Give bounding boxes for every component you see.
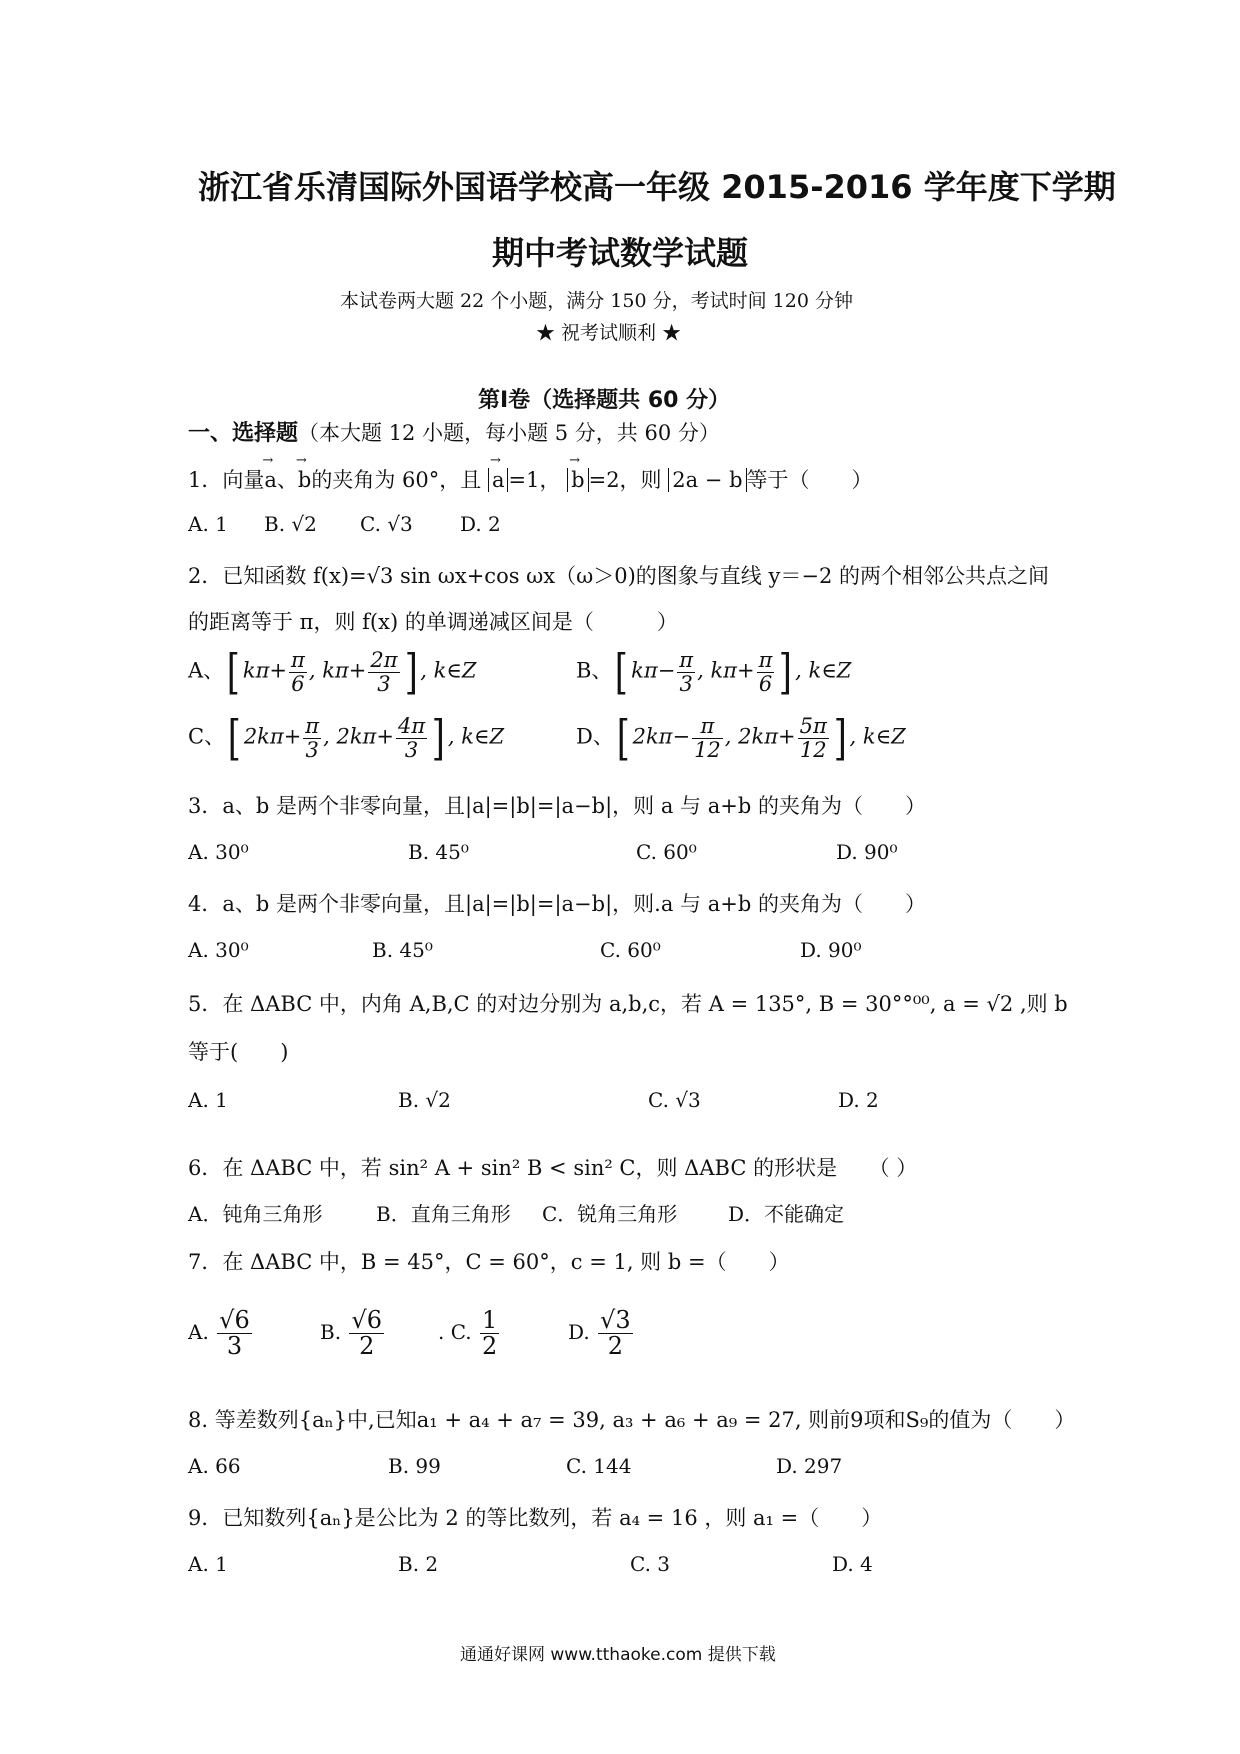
question-4: 4．a、b 是两个非零向量，且|a|=|b|=|a−b|，则.a 与 a+b 的夹角为（ ） xyxy=(188,892,926,916)
q7-d-den: 2 xyxy=(607,1332,623,1361)
q9-option-b: B. 2 xyxy=(398,1552,439,1576)
q2-option-a xyxy=(188,644,477,700)
q1-vector-a: → a xyxy=(264,468,277,492)
q3-option-b: B. 45⁰ xyxy=(408,840,469,864)
q2-a-rbracket: ] xyxy=(404,644,418,700)
q2-d-num-1: π xyxy=(692,715,723,738)
q6-option-d: D．不能确定 xyxy=(728,1202,845,1226)
q7-d-label: D. xyxy=(568,1320,590,1345)
q7-d-num: √3 xyxy=(600,1306,631,1334)
q2-option-b xyxy=(576,644,852,700)
q2-b-den-2: 6 xyxy=(758,671,773,696)
q8-option-d: D. 297 xyxy=(776,1454,843,1478)
q1-text-a: 向量 xyxy=(222,468,265,492)
q2-b-mid: , kπ+ xyxy=(697,658,755,683)
section-heading xyxy=(188,416,720,447)
q1-abs-a-var: → a xyxy=(492,468,505,492)
q2-b-rbracket: ] xyxy=(779,644,793,700)
question-1 xyxy=(188,464,873,494)
q1-abs-expr: 2a − b xyxy=(668,468,746,492)
q8-option-b: B. 99 xyxy=(388,1454,441,1478)
q2-a-mid: , kπ+ xyxy=(308,658,367,683)
q5-option-b: B. √2 xyxy=(398,1088,451,1112)
q2-b-frac-2 xyxy=(757,649,775,694)
q7-a-den: 3 xyxy=(226,1332,243,1361)
q2-c-frac-2 xyxy=(396,715,427,760)
q7-option-b xyxy=(320,1308,386,1359)
q5-line-1: 5．在 ΔABC 中，内角 A,B,C 的对边分别为 a,b,c，若 A = 135°, B = 30°°⁰⁰, a = √2 ,则 b xyxy=(188,992,1068,1016)
q1-sep: 、 xyxy=(276,468,298,492)
q2-d-mid: , 2kπ+ xyxy=(724,724,796,749)
q9-option-c: C. 3 xyxy=(630,1552,671,1576)
q8-option-a: A. 66 xyxy=(188,1454,241,1478)
q1-option-a: A. 1 xyxy=(188,512,228,536)
footer-credit: 通通好课网 www.tthaoke.com 提供下载 xyxy=(460,1645,776,1665)
q2-c-num-1: π xyxy=(305,714,320,739)
q2-b-frac-1 xyxy=(677,649,695,694)
q2-c-num-2: 4π xyxy=(397,714,426,739)
q5-option-c: C. √3 xyxy=(648,1088,701,1112)
q9-option-d: D. 4 xyxy=(832,1552,873,1576)
q2-a-label: A、 xyxy=(188,658,225,683)
q2-d-frac-2 xyxy=(798,715,829,760)
q6-option-a: A．钝角三角形 xyxy=(188,1202,323,1226)
q2-a-den-2: 3 xyxy=(377,671,391,696)
q2-c-rbracket: ] xyxy=(431,710,446,766)
q2-line-1: 2．已知函数 f(x)=√3 sin ωx+cos ωx（ω＞0)的图象与直线 y＝−2 的两个相邻公共点之间 xyxy=(188,564,1049,588)
q2-d-rbracket: ] xyxy=(833,710,847,766)
exam-wish: ★ 祝考试顺利 ★ xyxy=(536,322,682,344)
q2-c-mid: , 2kπ+ xyxy=(323,724,394,749)
q3-option-d: D. 90⁰ xyxy=(836,840,898,864)
q1-number: 1． xyxy=(188,468,223,492)
q2-c-den-1: 3 xyxy=(305,737,319,762)
q4-option-d: D. 90⁰ xyxy=(800,938,862,962)
question-6: 6．在 ΔABC 中，若 sin² A + sin² B < sin² C，则 ΔABC 的形状是 （ ） xyxy=(188,1156,918,1180)
q8-option-c: C. 144 xyxy=(566,1454,632,1478)
q7-a-frac xyxy=(217,1308,252,1359)
q7-b-num: √6 xyxy=(351,1306,382,1334)
q2-b-num-2: π xyxy=(758,648,773,673)
q7-b-frac xyxy=(349,1308,384,1359)
q5-line-2: 等于( ) xyxy=(188,1040,289,1064)
title-line-2: 期中考试数学试题 xyxy=(492,234,749,272)
q2-c-left: 2kπ+ xyxy=(243,724,302,749)
q9-option-a: A. 1 xyxy=(188,1552,228,1576)
q2-a-frac-1 xyxy=(289,649,307,694)
q2-d-frac-1 xyxy=(692,715,723,760)
q2-b-left: kπ− xyxy=(631,658,676,683)
q1-option-b: B. √2 xyxy=(264,512,317,536)
q2-b-right: , k∈Z xyxy=(795,658,852,683)
q4-option-b: B. 45⁰ xyxy=(372,938,433,962)
q1-abs-b xyxy=(567,468,588,492)
q2-b-den-1: 3 xyxy=(679,671,693,696)
q7-c-frac xyxy=(480,1308,499,1359)
q2-d-num-2: 5π xyxy=(799,714,827,739)
q6-option-c: C．锐角三角形 xyxy=(542,1202,678,1226)
q2-c-den-2: 3 xyxy=(404,737,419,762)
q2-a-num-1: π xyxy=(291,648,305,673)
q1-vector-b: → b xyxy=(298,468,311,492)
q2-b-num-1: π xyxy=(679,648,694,673)
q1-cond-2: =2，则 xyxy=(588,468,662,492)
q4-option-c: C. 60⁰ xyxy=(600,938,661,962)
part-title: 第Ⅰ卷（选择题共 60 分） xyxy=(478,388,731,413)
q2-c-lbracket: [ xyxy=(227,710,242,766)
q7-a-num: √6 xyxy=(219,1306,250,1334)
q2-d-label: D、 xyxy=(576,724,614,749)
q2-a-num-2: 2π xyxy=(370,648,398,673)
q2-d-left: 2kπ− xyxy=(632,724,691,749)
q7-c-den: 2 xyxy=(482,1332,498,1361)
q1-option-c: C. √3 xyxy=(360,512,413,536)
question-8: 8. 等差数列{aₙ}中,已知a₁ + a₄ + a₇ = 39, a₃ + a₆ + a₉ = 27, 则前9项和S₉的值为（ ） xyxy=(188,1408,1076,1432)
question-3: 3．a、b 是两个非零向量，且|a|=|b|=|a−b|，则 a 与 a+b 的夹角为（ ） xyxy=(188,794,926,818)
q7-a-label: A. xyxy=(188,1320,209,1345)
q7-c-label: . C. xyxy=(438,1320,472,1345)
q2-b-label: B、 xyxy=(576,658,613,683)
q7-option-d xyxy=(568,1308,635,1359)
q1-option-d: D. 2 xyxy=(460,512,501,536)
q2-a-right: , k∈Z xyxy=(420,658,477,683)
q7-option-a xyxy=(188,1308,254,1359)
section-heading-rest: （本大题 12 小题，每小题 5 分，共 60 分） xyxy=(298,421,720,445)
q5-option-a: A. 1 xyxy=(188,1088,228,1112)
q2-a-den-1: 6 xyxy=(291,671,305,696)
q7-b-den: 2 xyxy=(359,1332,375,1361)
section-heading-bold: 一、选择题 xyxy=(188,421,299,446)
q2-c-frac-1 xyxy=(303,715,321,760)
q2-option-d xyxy=(576,710,906,766)
q1-text-c: 等于（ ） xyxy=(746,468,873,492)
q7-b-label: B. xyxy=(320,1320,342,1345)
q4-option-a: A. 30⁰ xyxy=(188,938,249,962)
q7-option-c xyxy=(438,1308,501,1359)
q6-option-b: B．直角三角形 xyxy=(376,1202,511,1226)
q2-d-lbracket: [ xyxy=(616,710,630,766)
q2-b-lbracket: [ xyxy=(615,644,629,700)
q2-a-frac-2 xyxy=(368,649,399,694)
q2-line-2: 的距离等于 π，则 f(x) 的单调递减区间是（ ） xyxy=(188,610,678,634)
q3-option-a: A. 30⁰ xyxy=(188,840,249,864)
q2-d-right: , k∈Z xyxy=(849,724,906,749)
q1-abs-b-var: → b xyxy=(571,468,584,492)
title-line-1: 浙江省乐清国际外国语学校高一年级 2015-2016 学年度下学期 xyxy=(198,168,1116,206)
question-9: 9．已知数列{aₙ}是公比为 2 的等比数列，若 a₄ = 16 ，则 a₁ =（ ） xyxy=(188,1506,883,1530)
q2-d-den-1: 12 xyxy=(694,737,721,762)
q7-c-num: 1 xyxy=(482,1306,498,1334)
q3-option-c: C. 60⁰ xyxy=(636,840,697,864)
q2-a-lbracket: [ xyxy=(226,644,241,700)
q2-c-label: C、 xyxy=(188,724,226,749)
q1-cond-1: =1， xyxy=(508,468,561,492)
q7-d-frac xyxy=(598,1308,633,1359)
q2-d-den-2: 12 xyxy=(799,737,827,762)
q2-c-right: , k∈Z xyxy=(447,724,505,749)
exam-info: 本试卷两大题 22 个小题，满分 150 分，考试时间 120 分钟 xyxy=(340,290,853,312)
q1-abs-a xyxy=(488,468,509,492)
q5-option-d: D. 2 xyxy=(838,1088,879,1112)
q2-a-left: kπ+ xyxy=(242,658,288,683)
q2-option-c xyxy=(188,710,505,766)
question-7: 7．在 ΔABC 中，B = 45°，C = 60°，c = 1, 则 b =（ ） xyxy=(188,1250,790,1274)
q1-text-b: 的夹角为 60°，且 xyxy=(311,468,482,492)
